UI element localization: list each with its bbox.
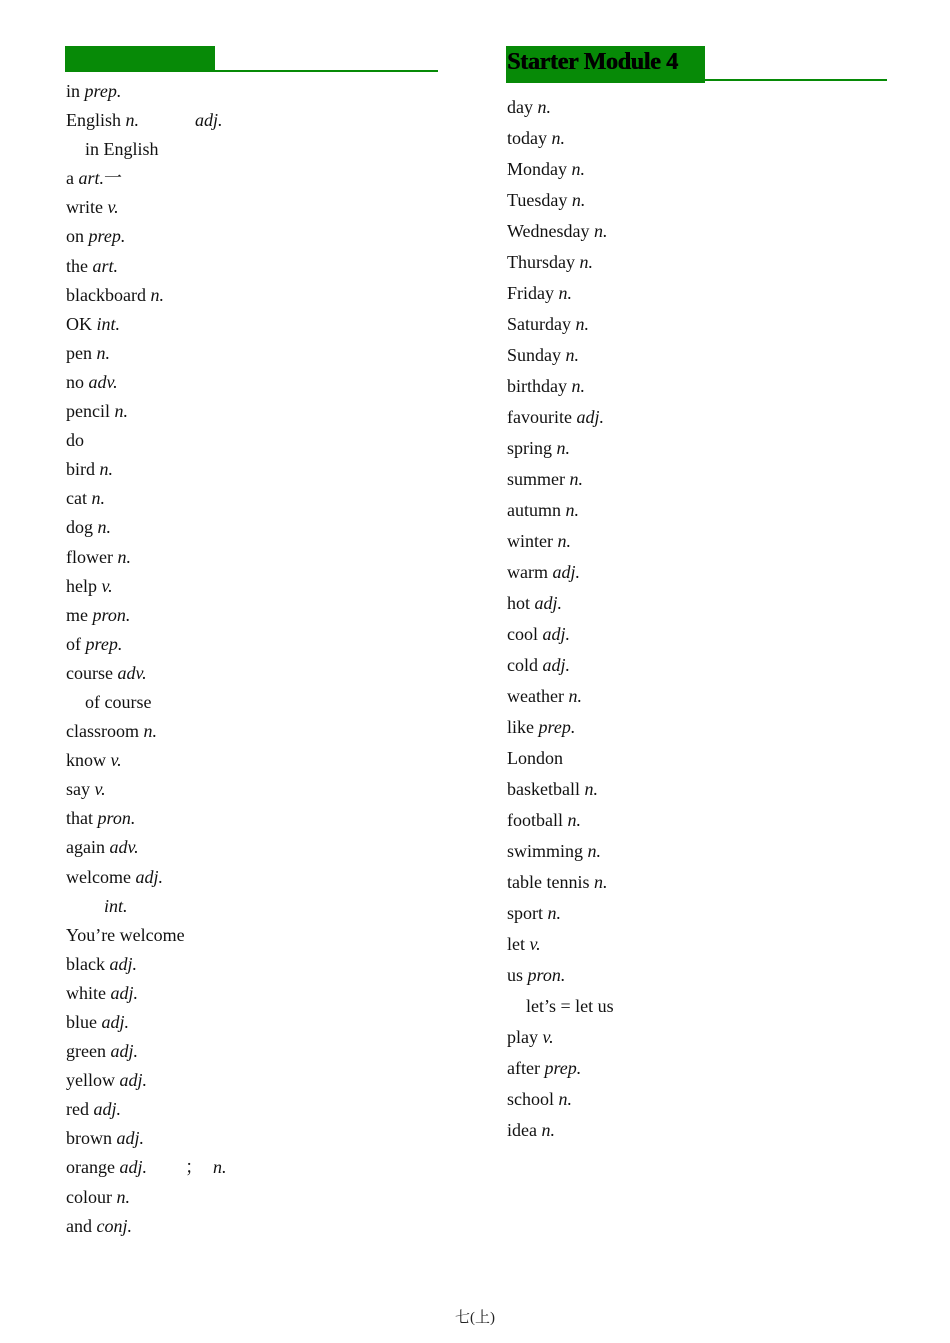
- vocab-entry: [507, 123, 887, 154]
- part-of-speech: adj.: [534, 593, 563, 613]
- part-of-speech: adj.: [109, 953, 137, 974]
- vocab-word: favourite: [507, 407, 572, 427]
- vocab-entry: [66, 1066, 438, 1095]
- part-of-speech: n.: [541, 1120, 555, 1140]
- vocab-word: warm: [507, 562, 548, 582]
- vocab-entry: [507, 247, 887, 278]
- vocab-word: a: [66, 168, 74, 189]
- vocab-word: spring: [507, 438, 552, 458]
- vocab-word: Saturday: [507, 314, 571, 334]
- vocab-entry: [507, 526, 887, 557]
- part-of-speech: adj.: [552, 562, 580, 582]
- part-of-speech: n.: [97, 517, 111, 538]
- vocab-word: weather: [507, 686, 564, 706]
- part-of-speech: n.: [99, 459, 113, 480]
- vocab-word: us: [507, 965, 524, 985]
- vocab-word: basketball: [507, 779, 580, 799]
- vocab-entry: [66, 135, 438, 164]
- vocab-word: help: [66, 575, 97, 596]
- section-title: Starter Module 4: [507, 49, 678, 75]
- vocab-entry: [66, 659, 438, 688]
- vocab-word: Wednesday: [507, 221, 590, 241]
- part-of-speech: art.: [92, 255, 119, 276]
- vocab-word: and: [66, 1215, 92, 1236]
- part-of-speech: n.: [568, 686, 582, 706]
- vocabulary-list: [507, 92, 887, 1146]
- vocab-entry: [507, 650, 887, 681]
- part-of-speech: adj.: [135, 866, 163, 887]
- vocab-word: white: [66, 982, 106, 1003]
- vocab-entry: [66, 1124, 438, 1153]
- vocab-word: idea: [507, 1120, 537, 1140]
- vocab-word: hot: [507, 593, 531, 613]
- vocab-word: flower: [66, 546, 113, 567]
- part-of-speech: n.: [584, 779, 598, 799]
- vocab-word: pen: [66, 342, 92, 363]
- part-of-speech: n.: [91, 488, 105, 509]
- vocab-word: cold: [507, 655, 538, 675]
- vocab-word: English: [66, 110, 122, 131]
- part-of-speech: n.: [569, 469, 583, 489]
- vocab-entry: [66, 193, 438, 222]
- left-column: [66, 46, 438, 1241]
- vocab-word: school: [507, 1089, 554, 1109]
- part-of-speech: n.: [150, 284, 164, 305]
- part-of-speech: v.: [107, 197, 119, 218]
- extra-part-of-speech: adj.: [195, 110, 223, 131]
- vocab-word: London: [507, 748, 563, 768]
- vocab-entry: [507, 712, 887, 743]
- vocab-word: bird: [66, 459, 95, 480]
- vocab-entry: [507, 371, 887, 402]
- header-rule: [506, 79, 887, 81]
- vocab-word: know: [66, 750, 106, 771]
- vocab-word: Thursday: [507, 252, 575, 272]
- vocab-word: Monday: [507, 159, 567, 179]
- vocab-entry: [66, 339, 438, 368]
- vocab-entry: [66, 775, 438, 804]
- vocab-entry: [507, 402, 887, 433]
- vocab-entry: [66, 252, 438, 281]
- vocab-word: You’re welcome: [66, 924, 185, 945]
- vocab-entry: [66, 106, 438, 135]
- vocab-entry: [507, 588, 887, 619]
- part-of-speech: pron.: [97, 808, 136, 829]
- vocab-entry: [66, 164, 438, 193]
- vocab-word: colour: [66, 1186, 112, 1207]
- part-of-speech: adj.: [93, 1099, 121, 1120]
- vocab-entry: [66, 426, 438, 455]
- part-of-speech: n.: [125, 110, 140, 131]
- vocab-word: like: [507, 717, 534, 737]
- part-of-speech: n.: [571, 190, 586, 210]
- header-rule: [65, 70, 438, 72]
- vocab-entry: [507, 960, 887, 991]
- part-of-speech: adj.: [542, 624, 571, 644]
- part-of-speech: n.: [551, 128, 565, 148]
- vocabulary-list: [66, 77, 438, 1241]
- vocab-word: play: [507, 1027, 538, 1047]
- part-of-speech: adv.: [109, 837, 139, 858]
- vocab-word: of course: [85, 691, 152, 712]
- vocab-word: after: [507, 1058, 540, 1078]
- vocab-entry: [66, 804, 438, 833]
- vocab-entry: [507, 619, 887, 650]
- part-of-speech: adj.: [542, 655, 571, 675]
- vocab-word: in: [66, 81, 81, 101]
- vocab-word: the: [66, 255, 88, 276]
- part-of-speech: adj.: [119, 1070, 148, 1091]
- vocab-word: on: [66, 226, 84, 247]
- vocab-word: table tennis: [507, 872, 590, 892]
- part-of-speech: n.: [96, 342, 110, 363]
- vocab-word: of: [66, 633, 81, 654]
- vocab-word: welcome: [66, 866, 131, 887]
- vocab-word: day: [507, 97, 533, 117]
- vocab-word: let: [507, 934, 525, 954]
- part-of-speech: v.: [94, 779, 106, 800]
- vocab-entry: [507, 743, 887, 774]
- part-of-speech: pron.: [527, 965, 566, 985]
- vocab-word: classroom: [66, 721, 139, 742]
- vocab-word: birthday: [507, 376, 567, 396]
- vocab-word: cool: [507, 624, 538, 644]
- part-of-speech: int.: [96, 313, 121, 334]
- vocab-entry: [66, 601, 438, 630]
- part-of-speech: prep.: [538, 717, 576, 737]
- vocab-word: yellow: [66, 1070, 115, 1091]
- vocab-entry: [66, 979, 438, 1008]
- right-section-header: [507, 46, 887, 84]
- vocab-entry: [66, 1183, 438, 1212]
- vocab-word: Friday: [507, 283, 554, 303]
- vocab-word: Tuesday: [507, 190, 568, 210]
- vocab-entry: [507, 898, 887, 929]
- part-of-speech: n.: [143, 721, 157, 742]
- vocab-entry: [66, 688, 438, 717]
- vocab-word: that: [66, 808, 93, 829]
- part-of-speech: v.: [101, 575, 113, 596]
- part-of-speech: n.: [594, 221, 608, 241]
- part-of-speech: n.: [567, 810, 581, 830]
- part-of-speech: prep.: [85, 633, 123, 654]
- vocab-word: OK: [66, 313, 92, 334]
- right-column: [507, 46, 887, 1146]
- vocab-entry: [66, 833, 438, 862]
- vocab-entry: [507, 836, 887, 867]
- part-of-speech: prep.: [84, 81, 122, 101]
- vocab-entry: [66, 572, 438, 601]
- vocab-word: green: [66, 1041, 106, 1062]
- vocab-entry: [66, 630, 438, 659]
- part-of-speech: n.: [537, 97, 551, 117]
- part-of-speech: adj.: [110, 982, 139, 1003]
- part-of-speech: n.: [565, 500, 579, 520]
- vocab-word: today: [507, 128, 547, 148]
- part-of-speech: adv.: [88, 371, 118, 392]
- left-section-header: [66, 46, 438, 84]
- vocab-entry: [507, 1053, 887, 1084]
- vocab-entry: [507, 278, 887, 309]
- vocab-entry: [507, 929, 887, 960]
- part-of-speech: n.: [117, 546, 131, 567]
- vocab-entry: [66, 921, 438, 950]
- vocab-word: red: [66, 1099, 89, 1120]
- part-of-speech: v.: [110, 750, 122, 771]
- separator: ；: [185, 1157, 203, 1178]
- gloss: 一: [104, 168, 123, 189]
- vocab-entry: [66, 513, 438, 542]
- vocab-word: let’s = let us: [526, 996, 614, 1016]
- part-of-speech: conj.: [96, 1215, 132, 1236]
- vocab-entry: [66, 863, 438, 892]
- page-footer: 七(上): [455, 1310, 495, 1326]
- part-of-speech: n.: [587, 841, 602, 861]
- vocab-entry: [507, 464, 887, 495]
- part-of-speech: n.: [547, 903, 561, 923]
- vocab-entry: [507, 1084, 887, 1115]
- vocab-word: football: [507, 810, 563, 830]
- vocab-word: orange: [66, 1157, 115, 1178]
- vocab-entry: [507, 92, 887, 123]
- part-of-speech: v.: [542, 1027, 554, 1047]
- vocab-entry: [507, 340, 887, 371]
- vocab-entry: [507, 433, 887, 464]
- extra-part-of-speech: n.: [213, 1157, 227, 1178]
- vocab-entry: [66, 310, 438, 339]
- vocab-word: me: [66, 604, 88, 625]
- part-of-speech: prep.: [88, 226, 126, 247]
- part-of-speech: n.: [114, 401, 128, 422]
- part-of-speech: adj.: [101, 1012, 130, 1032]
- vocab-entry: [66, 1212, 438, 1241]
- vocab-entry: [507, 774, 887, 805]
- vocab-entry: [507, 185, 887, 216]
- vocab-word: Sunday: [507, 345, 561, 365]
- vocab-entry: [507, 805, 887, 836]
- part-of-speech: n.: [116, 1186, 130, 1207]
- vocab-entry: [507, 991, 887, 1022]
- part-of-speech: n.: [575, 314, 589, 334]
- part-of-speech: adj.: [116, 1128, 145, 1149]
- vocab-word: blue: [66, 1012, 97, 1032]
- part-of-speech: adj.: [119, 1157, 147, 1178]
- vocab-entry: [66, 717, 438, 746]
- vocab-entry: [66, 1153, 438, 1182]
- vocab-entry: [507, 867, 887, 898]
- part-of-speech: pron.: [92, 604, 131, 625]
- part-of-speech: n.: [565, 345, 579, 365]
- vocab-word: in English: [85, 139, 159, 160]
- vocab-entry: [507, 1022, 887, 1053]
- vocab-word: brown: [66, 1128, 112, 1149]
- part-of-speech: n.: [593, 872, 608, 892]
- part-of-speech: prep.: [544, 1058, 582, 1078]
- vocab-word: autumn: [507, 500, 561, 520]
- part-of-speech: n.: [556, 438, 570, 458]
- vocab-word: say: [66, 779, 90, 800]
- vocab-entry: [66, 455, 438, 484]
- part-of-speech: v.: [529, 934, 541, 954]
- vocab-entry: [507, 681, 887, 712]
- part-of-speech: n.: [571, 376, 585, 396]
- vocab-word: again: [66, 837, 105, 858]
- vocab-entry: [66, 484, 438, 513]
- vocab-entry: [66, 222, 438, 251]
- part-of-speech: n.: [558, 1089, 572, 1109]
- vocab-entry: [66, 1095, 438, 1124]
- vocab-word: winter: [507, 531, 553, 551]
- vocab-word: sport: [507, 903, 543, 923]
- vocab-entry: [507, 495, 887, 526]
- part-of-speech: n.: [579, 252, 593, 272]
- vocab-word: summer: [507, 469, 565, 489]
- header-green-bar: [65, 46, 215, 72]
- vocab-word: do: [66, 430, 84, 451]
- vocab-entry: [507, 216, 887, 247]
- vocab-entry: [507, 557, 887, 588]
- part-of-speech: n.: [571, 159, 585, 179]
- vocab-entry: [66, 368, 438, 397]
- part-of-speech: adj.: [110, 1041, 138, 1062]
- vocab-word: blackboard: [66, 284, 146, 305]
- vocab-word: no: [66, 371, 84, 392]
- vocab-entry: [66, 543, 438, 572]
- vocab-entry: [66, 281, 438, 310]
- vocab-entry: [66, 397, 438, 426]
- part-of-speech: n.: [558, 283, 572, 303]
- vocab-entry: [66, 892, 438, 921]
- vocab-word: pencil: [66, 401, 110, 422]
- part-of-speech: int.: [104, 895, 128, 916]
- vocab-word: black: [66, 953, 105, 974]
- part-of-speech: art.: [78, 168, 105, 189]
- vocab-entry: [66, 746, 438, 775]
- part-of-speech: adv.: [117, 662, 147, 683]
- vocab-entry: [507, 309, 887, 340]
- vocab-entry: [66, 1008, 438, 1037]
- part-of-speech: n.: [557, 531, 571, 551]
- vocab-entry: [66, 1037, 438, 1066]
- vocab-entry: [66, 950, 438, 979]
- vocab-word: course: [66, 662, 113, 683]
- vocab-word: write: [66, 197, 103, 218]
- vocab-word: dog: [66, 517, 93, 538]
- vocab-entry: [507, 1115, 887, 1146]
- vocab-entry: [507, 154, 887, 185]
- vocab-word: cat: [66, 488, 87, 509]
- vocab-word: swimming: [507, 841, 584, 861]
- part-of-speech: adj.: [576, 407, 604, 427]
